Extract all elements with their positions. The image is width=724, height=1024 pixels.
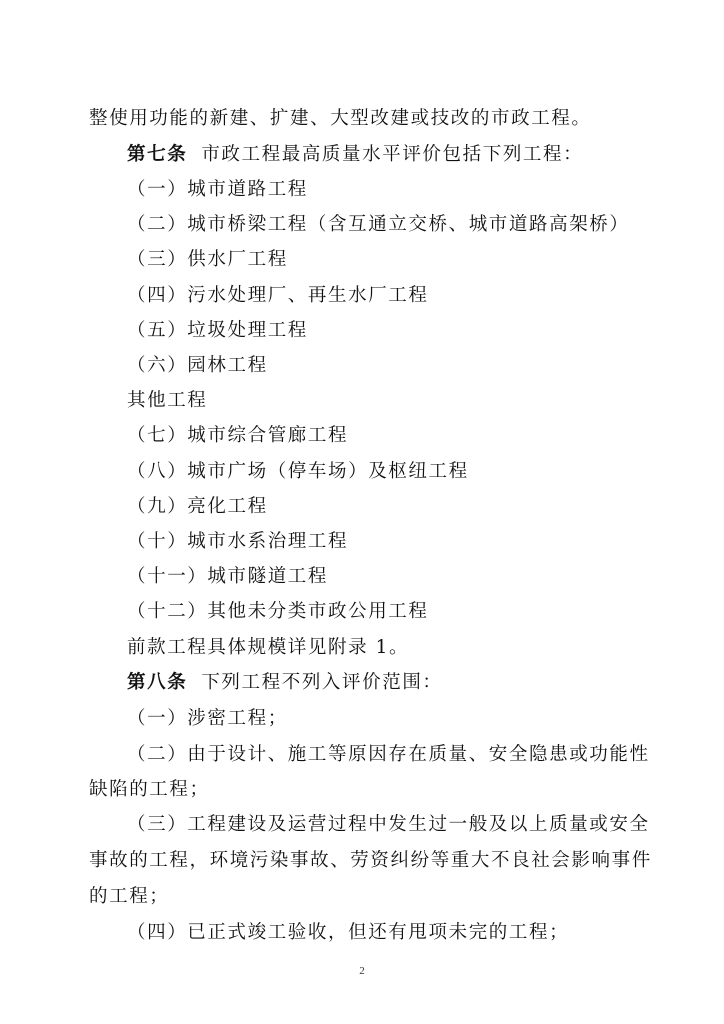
paragraph-line: 前款工程具体规模详见附录 1。	[127, 637, 410, 658]
paragraph-line: 的工程；	[89, 886, 170, 907]
list-item: （一）城市道路工程	[127, 179, 308, 200]
list-item: （四）污水处理厂、再生水厂工程	[127, 285, 429, 306]
article-7-heading	[127, 142, 583, 168]
paragraph-line: 事故的工程，环境污染事故、劳资纠纷等重大不良社会影响事件	[89, 850, 652, 871]
list-item: （五）垃圾处理工程	[127, 320, 308, 341]
list-item: （二）由于设计、施工等原因存在质量、安全隐患或功能性	[127, 744, 650, 765]
list-item: （四）已正式竣工验收，但还有甩项未完的工程；	[127, 922, 570, 943]
article-text: 市政工程最高质量水平评价包括下列工程：	[201, 144, 584, 165]
list-item: （十一）城市隧道工程	[127, 566, 329, 587]
list-item: （二）城市桥梁工程（含互通立交桥、城市道路高架桥）	[127, 214, 630, 235]
article-8-heading	[127, 670, 443, 696]
list-item: （三）工程建设及运营过程中发生过一般及以上质量或安全	[127, 814, 650, 835]
article-number: 第七条	[127, 144, 188, 165]
list-item: （九）亮化工程	[127, 496, 268, 517]
list-item: （八）城市广场（停车场）及枢纽工程	[127, 461, 469, 482]
list-item: （一）涉密工程；	[127, 708, 288, 729]
paragraph-line: 缺陷的工程；	[89, 779, 210, 800]
list-item: （六）园林工程	[127, 355, 268, 376]
list-item: （十）城市水系治理工程	[127, 531, 349, 552]
section-label: 其他工程	[127, 390, 208, 411]
page-number: 2	[359, 965, 365, 977]
article-number: 第八条	[127, 672, 188, 693]
article-text: 下列工程不列入评价范围：	[201, 672, 443, 693]
list-item: （七）城市综合管廊工程	[127, 425, 349, 446]
list-item: （三）供水厂工程	[127, 249, 288, 270]
list-item: （十二）其他未分类市政公用工程	[127, 601, 429, 622]
paragraph-line: 整使用功能的新建、扩建、大型改建或技改的市政工程。	[89, 108, 592, 129]
